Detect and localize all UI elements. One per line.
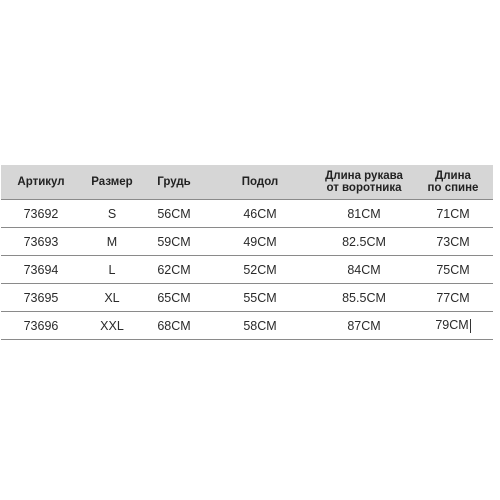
cell-text: 82.5CM — [342, 234, 386, 249]
table-row — [1, 256, 493, 284]
cell-text: 62CM — [157, 262, 191, 277]
cell-sleeve-length — [315, 256, 413, 284]
cell-text: 56CM — [157, 206, 191, 221]
cell-text: M — [106, 234, 118, 249]
cell-text: 75CM — [436, 262, 470, 277]
table-header — [1, 165, 493, 200]
cell-text: 49CM — [243, 234, 277, 249]
cell-article — [1, 200, 81, 228]
cell-article — [1, 284, 81, 312]
table-body — [1, 200, 493, 340]
cell-text: 58CM — [243, 318, 277, 333]
table-row — [1, 200, 493, 228]
cell-text: 55CM — [243, 290, 277, 305]
cell-text: 71CM — [436, 206, 470, 221]
cell-hem — [205, 200, 315, 228]
cell-chest — [143, 312, 205, 340]
header-article: Артикул — [17, 176, 65, 188]
table-row — [1, 228, 493, 256]
cell-back-length — [413, 200, 493, 228]
cell-sleeve-length — [315, 200, 413, 228]
cell-text: 79CM — [435, 318, 469, 333]
cell-article — [1, 312, 81, 340]
cell-back-length — [413, 256, 493, 284]
cell-chest — [143, 200, 205, 228]
cell-hem — [205, 312, 315, 340]
cell-size — [81, 284, 143, 312]
cell-text: 68CM — [157, 318, 191, 333]
cell-text: 87CM — [347, 318, 381, 333]
cell-sleeve-length — [315, 284, 413, 312]
cell-text: 77CM — [436, 290, 470, 305]
cell-sleeve-length — [315, 228, 413, 256]
cell-size — [81, 200, 143, 228]
cell-article — [1, 228, 81, 256]
cell-text: 85.5CM — [342, 290, 386, 305]
cell-chest — [143, 256, 205, 284]
cell-text: 73695 — [23, 290, 59, 305]
cell-article — [1, 256, 81, 284]
cell-hem — [205, 228, 315, 256]
cell-text: 84CM — [347, 262, 381, 277]
cell-hem — [205, 256, 315, 284]
table-row — [1, 312, 493, 340]
header-chest: Грудь — [157, 176, 191, 188]
size-chart-table — [1, 165, 493, 340]
cell-text: 73CM — [436, 234, 470, 249]
header-back-length: Длина по спине — [427, 170, 479, 194]
cell-size — [81, 228, 143, 256]
cell-text: 65CM — [157, 290, 191, 305]
cell-back-length — [413, 228, 493, 256]
header-sleeve-length: Длина рукава от воротника — [325, 170, 403, 194]
cell-text: 73693 — [23, 234, 59, 249]
cell-back-length — [413, 284, 493, 312]
cell-hem — [205, 284, 315, 312]
cell-size — [81, 256, 143, 284]
cell-text: 46CM — [243, 206, 277, 221]
text-cursor — [470, 319, 471, 333]
cell-chest — [143, 228, 205, 256]
header-size: Размер — [91, 176, 133, 188]
cell-back-length — [413, 312, 493, 340]
cell-text: 73692 — [23, 206, 59, 221]
cell-size — [81, 312, 143, 340]
cell-text: 81CM — [347, 206, 381, 221]
cell-text: XL — [104, 290, 120, 305]
cell-text: XXL — [100, 318, 124, 333]
cell-chest — [143, 284, 205, 312]
cell-text: 73696 — [23, 318, 59, 333]
cell-text: 52CM — [243, 262, 277, 277]
cell-text: 73694 — [23, 262, 59, 277]
cell-sleeve-length — [315, 312, 413, 340]
cell-text: L — [108, 262, 116, 277]
table-row — [1, 284, 493, 312]
cell-text: 59CM — [157, 234, 191, 249]
header-row — [1, 165, 493, 200]
cell-text: S — [107, 206, 117, 221]
header-hem: Подол — [241, 176, 279, 188]
